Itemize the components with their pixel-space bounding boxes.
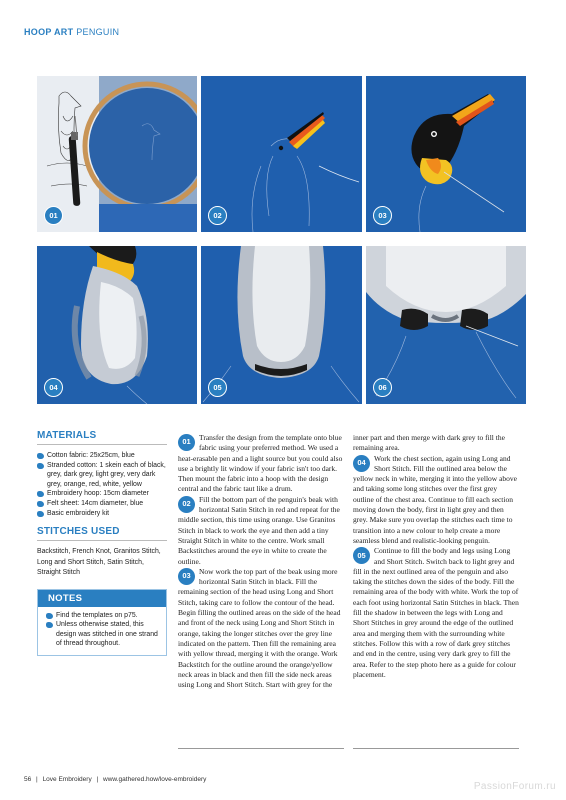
magazine-name: Love Embroidery xyxy=(42,776,92,783)
page-number: 56 xyxy=(24,776,32,783)
notes-title: NOTES xyxy=(38,590,166,607)
step-number: 02 xyxy=(178,496,195,513)
step-text: Work the chest section, again using Long and Short Stitch. Fill the outlined area below the yellow neck in white, merging it into the yellow above and taking some long stitches over the first grey outline of the chest area. Continue to fill each section moving down the body, first in light grey and then grey. Make sure you overlap the stitches each time to transition into a new colour to help create a more seamless blend and realistic-looking penguin. xyxy=(353,453,517,545)
step-01 xyxy=(178,433,344,495)
photo-04-image xyxy=(37,246,197,404)
step-02 xyxy=(178,495,344,567)
step-photo-06 xyxy=(366,246,526,404)
step-number: 04 xyxy=(353,455,370,472)
step-photo-04 xyxy=(37,246,197,404)
photo-badge: 06 xyxy=(373,378,392,397)
instructions-column-1 xyxy=(178,433,344,690)
materials-item: Stranded cotton: 1 skein each of black, grey, dark grey, light grey, very dark grey, orange, red, white, yellow xyxy=(37,461,167,490)
photo-badge: 01 xyxy=(44,206,63,225)
header-topic: PENGUIN xyxy=(76,27,120,37)
materials-item: Cotton fabric: 25x25cm, blue xyxy=(37,451,167,461)
column-rule xyxy=(353,748,519,749)
photo-03-image xyxy=(366,76,526,232)
notes-item: Unless otherwise stated, this design was stitched in one strand of thread throughout. xyxy=(46,620,158,649)
step-03-continued: inner part and then merge with dark grey to fill the remaining area. xyxy=(353,433,505,453)
notes-box xyxy=(37,589,167,656)
photo-badge: 04 xyxy=(44,378,63,397)
materials-item: Basic embroidery kit xyxy=(37,509,167,519)
step-text: Fill the bottom part of the penguin's beak with horizontal Satin Stitch in red and repeat for the middle section, this time using orange. Use Granitos Stitch in black to work the eye and then add a tiny Straight Stitch in white to the centre. Work small Backstitches around the eye in white to create the outline. xyxy=(178,494,340,566)
step-05 xyxy=(353,546,519,680)
page-footer: 56 | Love Embroidery | www.gathered.how/love-embroidery xyxy=(24,776,207,783)
photo-06-image xyxy=(366,246,526,404)
stitches-text: Backstitch, French Knot, Granitos Stitch, Long and Short Stitch, Satin Stitch, Straight Stitch xyxy=(37,548,161,577)
instructions-column-2 xyxy=(353,433,519,680)
photo-02-image xyxy=(201,76,362,232)
step-number: 05 xyxy=(353,547,370,564)
stitches-title: STITCHES USED xyxy=(37,526,120,538)
step-photo-03 xyxy=(366,76,526,232)
step-text: Transfer the design from the template onto blue fabric using your preferred method. We used a heat-erasable pen and a light source but you could also use a brightly lit window if your fabric isn't too dark. Then mount the fabric into a hoop with the design central and the fabric taut like a drum. xyxy=(178,433,343,494)
page-header xyxy=(24,27,119,37)
materials-list xyxy=(37,451,167,518)
step-photo-01 xyxy=(37,76,197,232)
step-03 xyxy=(178,567,344,691)
notes-item: Find the templates on p75. xyxy=(46,611,158,621)
photo-badge: 05 xyxy=(208,378,227,397)
materials-title: MATERIALS xyxy=(37,430,97,441)
materials-item: Felt sheet: 14cm diameter, blue xyxy=(37,499,167,509)
photo-01-image xyxy=(37,76,197,232)
step-photo-05 xyxy=(201,246,362,404)
photo-badge: 03 xyxy=(373,206,392,225)
photo-badge: 02 xyxy=(208,206,227,225)
step-text: Now work the top part of the beak using more horizontal Satin Stitch in black. Fill the remaining section of the head using Long and Short Stitch, taking care to follow the contour of the head. Begin filling the outlined areas on the side of the head and front of the neck using Long and Short Stitch in orange, taking the longer stitches over the grey line indicated on the pattern. Then fill the remaining area with yellow thread, merging it with the orange. Work Backstitch for the outline around the orange/yellow neck areas in black and then fill the side neck areas using Long and Short Stitch. Start with grey for the xyxy=(178,566,341,690)
column-rule xyxy=(178,748,344,749)
materials-item: Embroidery hoop: 15cm diameter xyxy=(37,489,167,499)
watermark: PassionForum.ru xyxy=(473,781,556,792)
step-number: 03 xyxy=(178,568,195,585)
step-text: Continue to fill the body and legs using Long and Short Stitch. Switch back to light grey and fill in the next outlined area of the penguin and also taking the stitches down the sides of the body. Fill the remaining area of the body with white. Work the top of each foot using horizontal Satin Stitches in black. Then fill the shadow in between the legs with Long and Short Stitches in grey around the edge of the outlined area and merging them with the surrounding white stitches. Follow this with a row of dark grey stitches and end in the centre, using very dark grey to fill the area. Refer to the step photo here as a guide for colour placement. xyxy=(353,546,519,679)
website-link[interactable]: www.gathered.how/love-embroidery xyxy=(103,776,207,783)
step-number: 01 xyxy=(178,434,195,451)
sidebar xyxy=(37,430,167,656)
step-photo-02 xyxy=(201,76,362,232)
photo-05-image xyxy=(201,246,362,404)
step-04 xyxy=(353,454,519,547)
header-section: HOOP ART xyxy=(24,27,74,37)
